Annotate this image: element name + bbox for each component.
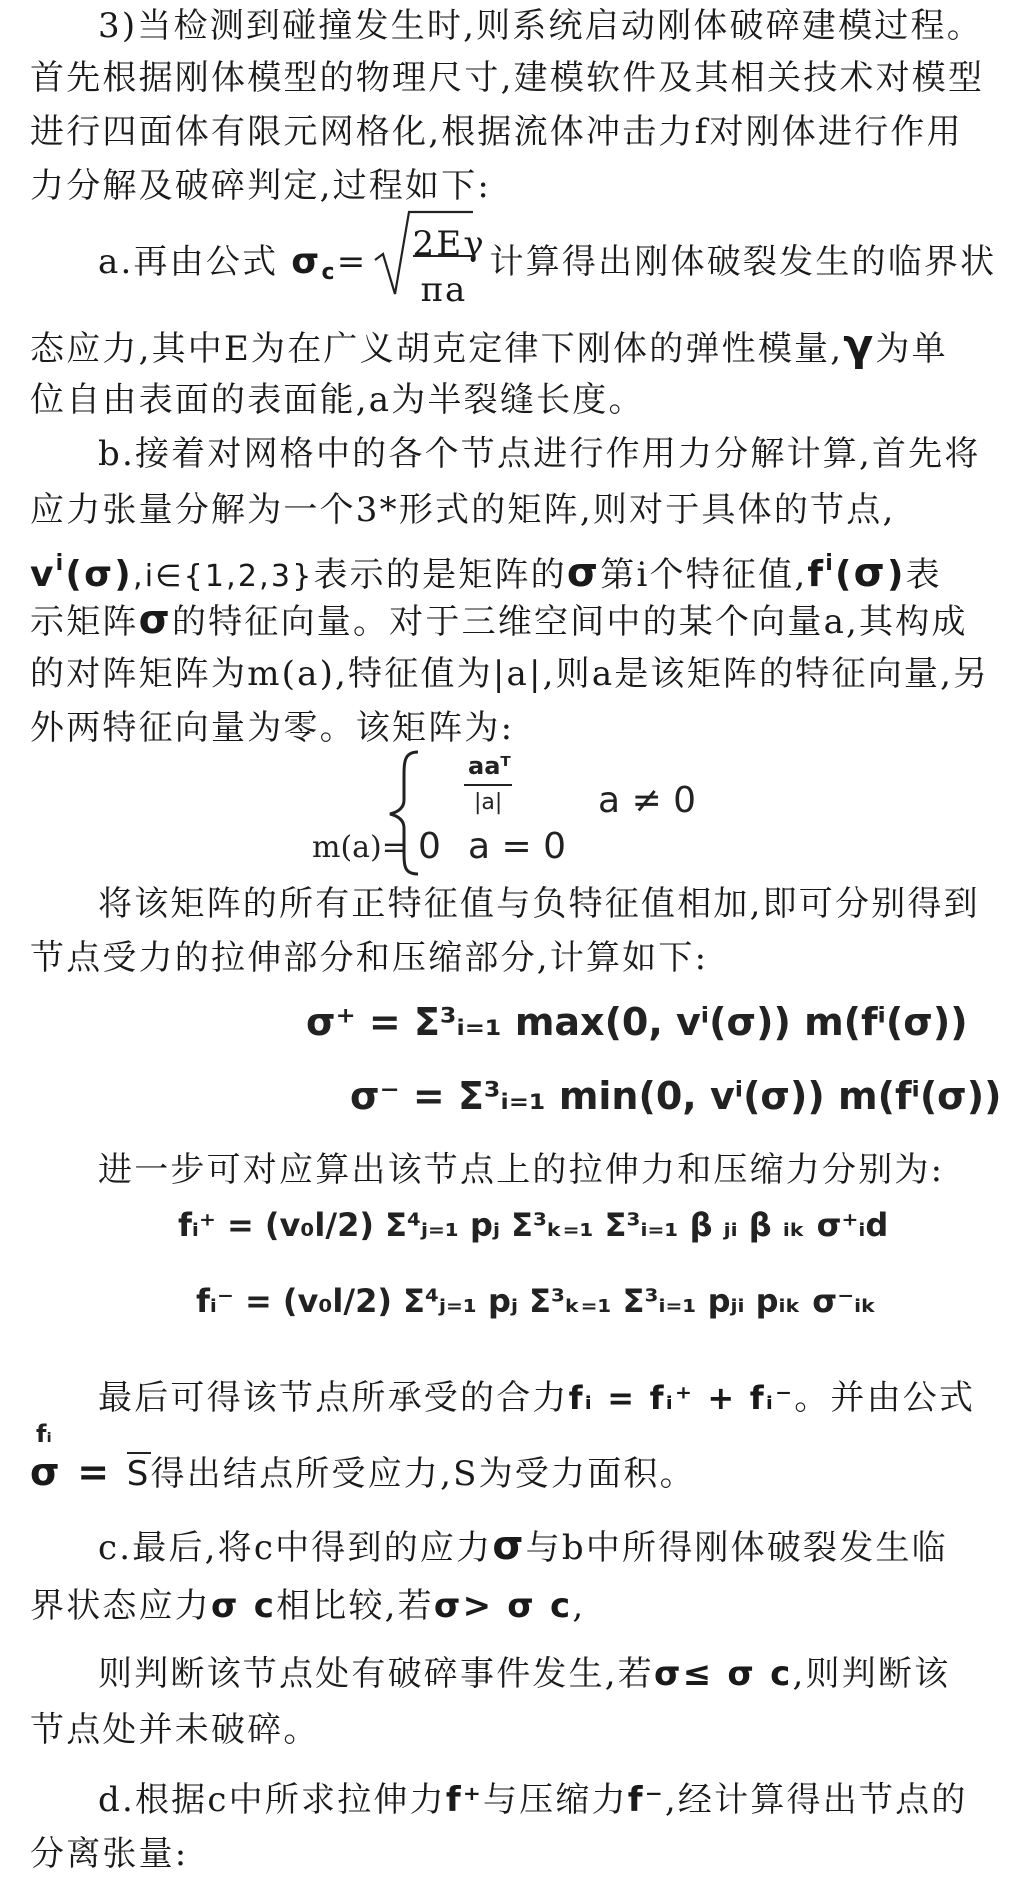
item-a-line2: 态应力,其中E为在广义胡克定律下刚体的弹性模量,γ为单	[30, 320, 948, 371]
item-a-line1	[98, 224, 997, 310]
matrix-cond1: a ≠ 0	[598, 780, 697, 821]
para-sum-line2: 节点受力的拉伸部分和压缩部分,计算如下:	[30, 938, 709, 978]
sigma-eq-formula: σ =	[30, 1450, 127, 1494]
item-b-line5: 的对阵矩阵为m(a),特征值为|a|,则a是该矩阵的特征向量,另	[30, 654, 990, 694]
item-c-line4: 节点处并未破碎。	[30, 1710, 320, 1750]
para-total-line1: 最后可得该节点所承受的合力fᵢ = fᵢ⁺ + fᵢ⁻。并由公式	[98, 1378, 976, 1418]
matrix-frac-num: aaᵀ	[468, 752, 511, 780]
sigma-symbol: σ	[566, 550, 601, 596]
para1-line1: 3)当检测到碰撞发生时,则系统启动刚体破碎建模过程。	[98, 6, 983, 46]
matrix-lhs: m(a)=	[312, 830, 407, 865]
sigma-gt-formula: σ> σ c	[433, 1586, 573, 1626]
item-b-line4: 示矩阵σ的特征向量。对于三维空间中的某个向量a,其构成	[30, 597, 968, 643]
index-set: ,i∈{1,2,3}	[132, 559, 314, 594]
item-b-line6: 外两特征向量为零。该矩阵为:	[30, 708, 515, 748]
para1-line3: 进行四面体有限元网格化,根据流体冲击力f对刚体进行作用	[30, 112, 963, 152]
para-total-line2: σ = S得出结点所受应力,S为受力面积。	[30, 1450, 696, 1494]
sqrt-formula	[381, 224, 486, 310]
f-minus-formula: fᵢ⁻ = (v₀l/2) Σ⁴ⱼ₌₁ pⱼ Σ³ₖ₌₁ Σ³ᵢ₌₁ pⱼᵢ pᵢₖ σ⁻ᵢₖ	[196, 1282, 877, 1320]
gamma-symbol: γ	[843, 320, 876, 371]
item-a-line3: 位自由表面的表面能,a为半裂缝长度。	[30, 380, 645, 420]
sqrt-numerator: 2Eγ	[412, 224, 486, 264]
item-b-line1: b.接着对网格中的各个节点进行作用力分解计算,首先将	[98, 434, 981, 474]
item-d-line2: 分离张量:	[30, 1834, 189, 1874]
sqrt-denominator: πa	[420, 270, 468, 310]
item-c-line3: 则判断该节点处有破碎事件发生,若σ≤ σ c,则判断该	[98, 1654, 951, 1694]
sigma-le-formula: σ≤ σ c	[654, 1654, 793, 1694]
equals-sign: =	[336, 242, 368, 282]
para-force-line1: 进一步可对应算出该节点上的拉伸力和压缩力分别为:	[98, 1150, 945, 1190]
item-a-prefix: a.再由公式	[98, 242, 279, 282]
para1-line2: 首先根据刚体模型的物理尺寸,建模软件及其相关技术对模型	[30, 58, 985, 98]
sigma-plus-formula: σ⁺ = Σ³ᵢ₌₁ max(0, vⁱ(σ)) m(fⁱ(σ))	[306, 1000, 968, 1044]
f-minus-symbol: f⁻	[627, 1780, 665, 1820]
para-sum-line1: 将该矩阵的所有正特征值与负特征值相加,即可分别得到	[98, 884, 980, 924]
v-symbol: $v^i(\sigma)$	[30, 551, 133, 595]
sigma-eq-numerator: fᵢ	[36, 1420, 52, 1448]
sigma-symbol-2: σ	[138, 597, 172, 643]
matrix-frac-den: |a|	[474, 790, 503, 815]
matrix-zero: 0	[418, 826, 441, 867]
item-c-line2: 界状态应力σ c相比较,若σ> σ c,	[30, 1586, 586, 1626]
item-b-line2: 应力张量分解为一个3*形式的矩阵,则对于具体的节点,	[30, 490, 896, 530]
sigma-minus-formula: σ⁻ = Σ³ᵢ₌₁ min(0, vⁱ(σ)) m(fⁱ(σ))	[350, 1074, 1002, 1118]
sigma-eq-denominator: S	[126, 1454, 151, 1494]
item-d-line1: d.根据c中所求拉伸力f⁺与压缩力f⁻,经计算得出节点的	[98, 1780, 968, 1820]
sigma-c-symbol-2: σ c	[211, 1586, 277, 1626]
f-symbol: $f^i(\sigma)$	[807, 550, 906, 596]
matrix-frac-bar	[464, 784, 512, 786]
item-c-line1: c.最后,将c中得到的应力σ与b中所得刚体破裂发生临	[98, 1523, 948, 1569]
f-plus-formula: fᵢ⁺ = (v₀l/2) Σ⁴ⱼ₌₁ pⱼ Σ³ₖ₌₁ Σ³ᵢ₌₁ β ⱼᵢ β ᵢₖ σ⁺ᵢd	[178, 1206, 889, 1244]
sigma-c-symbol: $\sigma_c$	[291, 241, 337, 285]
fraction-bar	[413, 255, 475, 257]
item-b-line3: $v^i(\sigma),i\in\{1,2,3\}$表示的是矩阵的σ第i个特征值$,f^i(\sigma)$表	[30, 550, 942, 596]
item-a-suffix: 计算得出刚体破裂发生的临界状	[489, 242, 997, 282]
f-plus-symbol: f⁺	[445, 1780, 483, 1820]
fi-sum-formula: fᵢ = fᵢ⁺ + fᵢ⁻	[568, 1379, 795, 1417]
matrix-cond2: a = 0	[468, 826, 567, 867]
sigma-symbol-3: σ	[492, 1523, 526, 1569]
para1-line4: 力分解及破碎判定,过程如下:	[30, 166, 492, 206]
